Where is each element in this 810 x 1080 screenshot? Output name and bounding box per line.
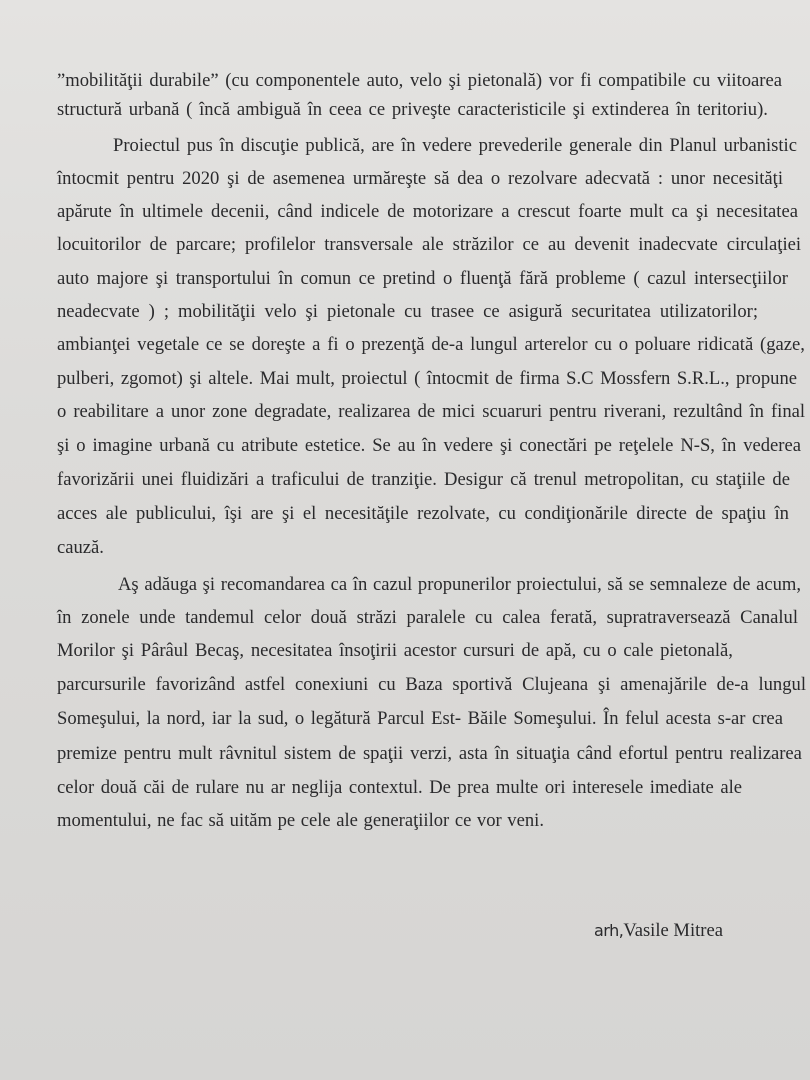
- signature: [594, 920, 723, 942]
- text-line: cauză.: [57, 537, 104, 558]
- text-line: ”mobilităţii durabile” (cu componentele auto, velo şi pietonală) vor fi compatibile cu viitoarea: [57, 70, 782, 91]
- text-line: acces ale publicului, îşi are şi el necesităţile rezolvate, cu condiţionările directe de spaţiu în: [57, 503, 789, 524]
- text-line: celor două căi de rulare nu ar neglija contextul. De prea multe ori interesele imediate ale: [57, 777, 743, 798]
- text-line: ambianţei vegetale ce se doreşte a fi o prezenţă de-a lungul arterelor cu o poluare ridicată (gaze,: [57, 334, 805, 355]
- text-line: Morilor şi Pârâul Becaş, necesitatea însoţirii acestor cursuri de apă, cu o cale pietonală,: [57, 640, 733, 661]
- signature-prefix: arh,: [594, 921, 624, 940]
- text-line: parcursurile favorizând astfel conexiuni cu Baza sportivă Clujeana şi amenajările de-a lungul: [57, 674, 806, 695]
- text-line: favorizării unei fluidizări a traficului de tranziţie. Desigur că trenul metropolitan, cu staţiile de: [57, 469, 790, 490]
- text-line: Someşului, la nord, iar la sud, o legătură Parcul Est- Băile Someşului. În felul acesta s-ar crea: [57, 708, 783, 729]
- text-line: şi o imagine urbană cu atribute estetice. Se au în vedere şi conectări pe reţelele N-S, în vederea: [57, 435, 801, 456]
- text-line: Aş adăuga şi recomandarea ca în cazul propunerilor proiectului, să se semnaleze de acum,: [118, 574, 801, 595]
- signature-name: Vasile Mitrea: [623, 920, 723, 941]
- text-line: o reabilitare a unor zone degradate, realizarea de mici scuaruri pentru riverani, rezultând în final: [57, 401, 806, 422]
- text-line: auto majore şi transportului în comun ce pretind o fluenţă fără probleme ( cazul intersecţiilor: [57, 268, 788, 289]
- text-line: premize pentru mult râvnitul sistem de spaţii verzi, asta în situaţia când efortul pentru realizarea: [57, 743, 802, 764]
- text-line: întocmit pentru 2020 şi de asemenea urmăreşte să dea o rezolvare adecvată : unor necesităţi: [57, 168, 783, 189]
- text-line: momentului, ne fac să uităm pe cele ale generaţiilor ce vor veni.: [57, 810, 544, 831]
- text-line: în zonele unde tandemul celor două străzi paralele cu calea ferată, supratraversează Canalul: [57, 607, 799, 628]
- text-line: apărute în ultimele decenii, când indicele de motorizare a crescut foarte mult ca şi necesitatea: [57, 201, 798, 222]
- text-line: locuitorilor de parcare; profilelor transversale ale străzilor ce au devenit inadecvate circulaţiei: [57, 234, 802, 255]
- text-line: pulberi, zgomot) şi altele. Mai mult, proiectul ( întocmit de firma S.C Mossfern S.R.L., propune: [57, 368, 797, 389]
- text-line: Proiectul pus în discuţie publică, are în vedere prevederile generale din Planul urbanistic: [113, 135, 797, 156]
- text-line: structură urbană ( încă ambiguă în ceea ce priveşte caracteristicile şi extinderea în teritoriu).: [57, 99, 768, 120]
- text-line: neadecvate ) ; mobilităţii velo şi pietonale cu trasee ce asigură securitatea utilizatorilor;: [57, 301, 758, 322]
